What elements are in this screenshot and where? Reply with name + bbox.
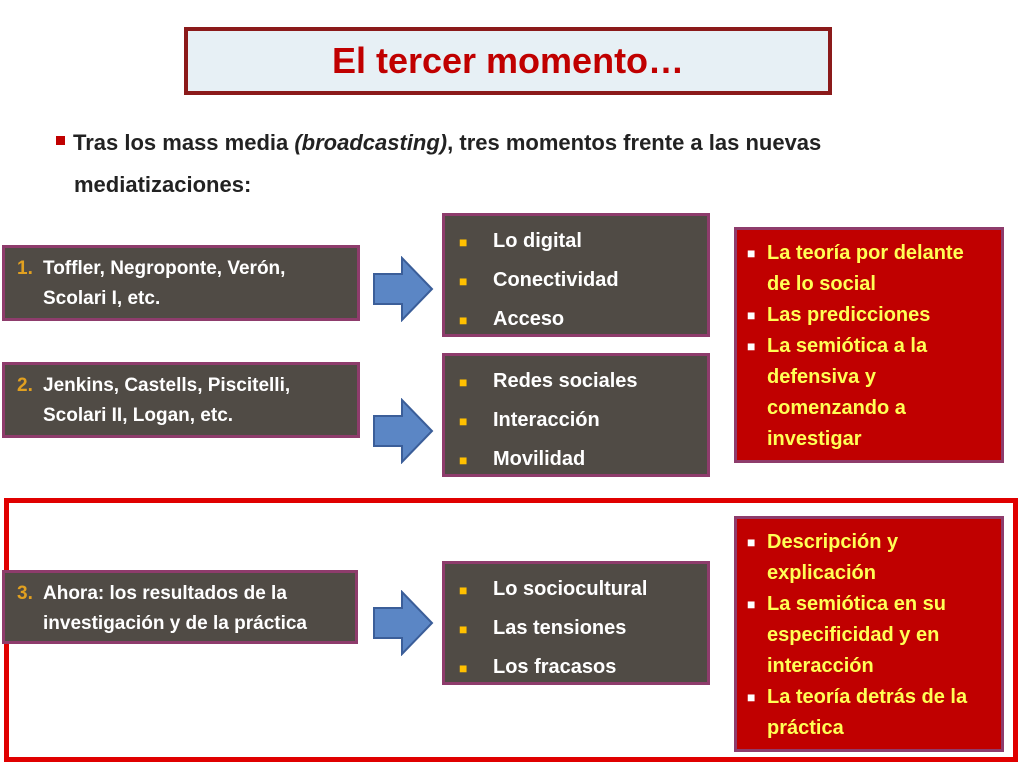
list-item — [747, 238, 991, 300]
square-bullet-icon: ■ — [747, 534, 756, 550]
square-bullet-icon: ■ — [459, 311, 468, 328]
concept-text: Los fracasos — [493, 656, 617, 678]
list-item — [459, 261, 697, 300]
square-bullet-icon — [56, 136, 65, 145]
red-box-bottom — [734, 516, 1004, 752]
square-bullet-icon: ■ — [459, 659, 468, 676]
title-box — [184, 27, 832, 95]
red-top-1b: de lo social — [767, 273, 876, 295]
intro-italic: (broadcasting) — [294, 130, 448, 155]
list-item — [459, 362, 697, 401]
red-bottom-1b: explicación — [767, 562, 876, 584]
list-item — [459, 648, 697, 687]
concept-text: Redes sociales — [493, 370, 638, 392]
square-bullet-icon: ■ — [747, 307, 756, 323]
right-arrow-icon — [372, 256, 434, 322]
red-top-3a: La semiótica a la — [767, 335, 928, 357]
square-bullet-icon: ■ — [459, 373, 468, 390]
list-item — [459, 222, 697, 261]
right-arrow-icon — [372, 590, 434, 656]
red-bottom-2c: interacción — [767, 655, 874, 677]
list-item — [459, 300, 697, 339]
square-bullet-icon: ■ — [459, 233, 468, 250]
square-bullet-icon: ■ — [459, 620, 468, 637]
concept-text: Las tensiones — [493, 617, 627, 639]
right-arrow-icon — [372, 398, 434, 464]
author-3-line1: Ahora: los resultados de la — [43, 583, 287, 604]
square-bullet-icon: ■ — [459, 412, 468, 429]
list-item — [459, 440, 697, 479]
list-item — [747, 331, 991, 455]
author-box-3 — [2, 570, 358, 644]
intro-part1: Tras los mass media — [73, 130, 295, 155]
concept-text: Lo digital — [493, 230, 582, 252]
square-bullet-icon: ■ — [459, 451, 468, 468]
author-num-2: 2. — [17, 375, 33, 396]
concept-box-1 — [442, 213, 710, 337]
square-bullet-icon: ■ — [747, 245, 756, 261]
red-top-3d: investigar — [767, 428, 862, 450]
author-num-1: 1. — [17, 258, 33, 279]
square-bullet-icon: ■ — [459, 272, 468, 289]
list-item — [747, 589, 991, 682]
author-box-2 — [2, 362, 360, 438]
list-item — [747, 682, 991, 744]
red-top-1a: La teoría por delante — [767, 242, 964, 264]
author-1-line1: Toffler, Negroponte, Verón, — [43, 258, 286, 279]
list-item — [459, 609, 697, 648]
intro-text — [56, 122, 956, 206]
intro-line2: mediatizaciones: — [74, 172, 252, 197]
red-box-top — [734, 227, 1004, 463]
slide-title: El tercer momento… — [331, 40, 685, 81]
square-bullet-icon: ■ — [747, 596, 756, 612]
concept-box-3 — [442, 561, 710, 685]
author-num-3: 3. — [17, 583, 33, 604]
intro-part2: , tres momentos frente a las nuevas — [447, 130, 822, 155]
author-3-line2: investigación y de la práctica — [43, 613, 307, 634]
square-bullet-icon: ■ — [747, 689, 756, 705]
red-top-3c: comenzando a — [767, 397, 906, 419]
square-bullet-icon: ■ — [747, 338, 756, 354]
concept-text: Interacción — [493, 409, 600, 431]
author-box-1 — [2, 245, 360, 321]
author-1-line2: Scolari I, etc. — [43, 288, 161, 309]
square-bullet-icon: ■ — [459, 581, 468, 598]
red-bottom-3b: práctica — [767, 717, 844, 739]
author-2-line1: Jenkins, Castells, Piscitelli, — [43, 375, 291, 396]
list-item — [747, 527, 991, 589]
concept-text: Lo sociocultural — [493, 578, 648, 600]
author-2-line2: Scolari II, Logan, etc. — [43, 405, 234, 426]
list-item — [747, 300, 991, 331]
red-top-2: Las predicciones — [767, 304, 931, 326]
red-bottom-1a: Descripción y — [767, 531, 899, 553]
red-bottom-2b: especificidad y en — [767, 624, 940, 646]
list-item — [459, 570, 697, 609]
red-top-3b: defensiva y — [767, 366, 876, 388]
concept-text: Movilidad — [493, 448, 586, 470]
red-bottom-2a: La semiótica en su — [767, 593, 946, 615]
list-item — [459, 401, 697, 440]
red-bottom-3a: La teoría detrás de la — [767, 686, 968, 708]
concept-text: Conectividad — [493, 269, 619, 291]
concept-box-2 — [442, 353, 710, 477]
concept-text: Acceso — [493, 308, 565, 330]
